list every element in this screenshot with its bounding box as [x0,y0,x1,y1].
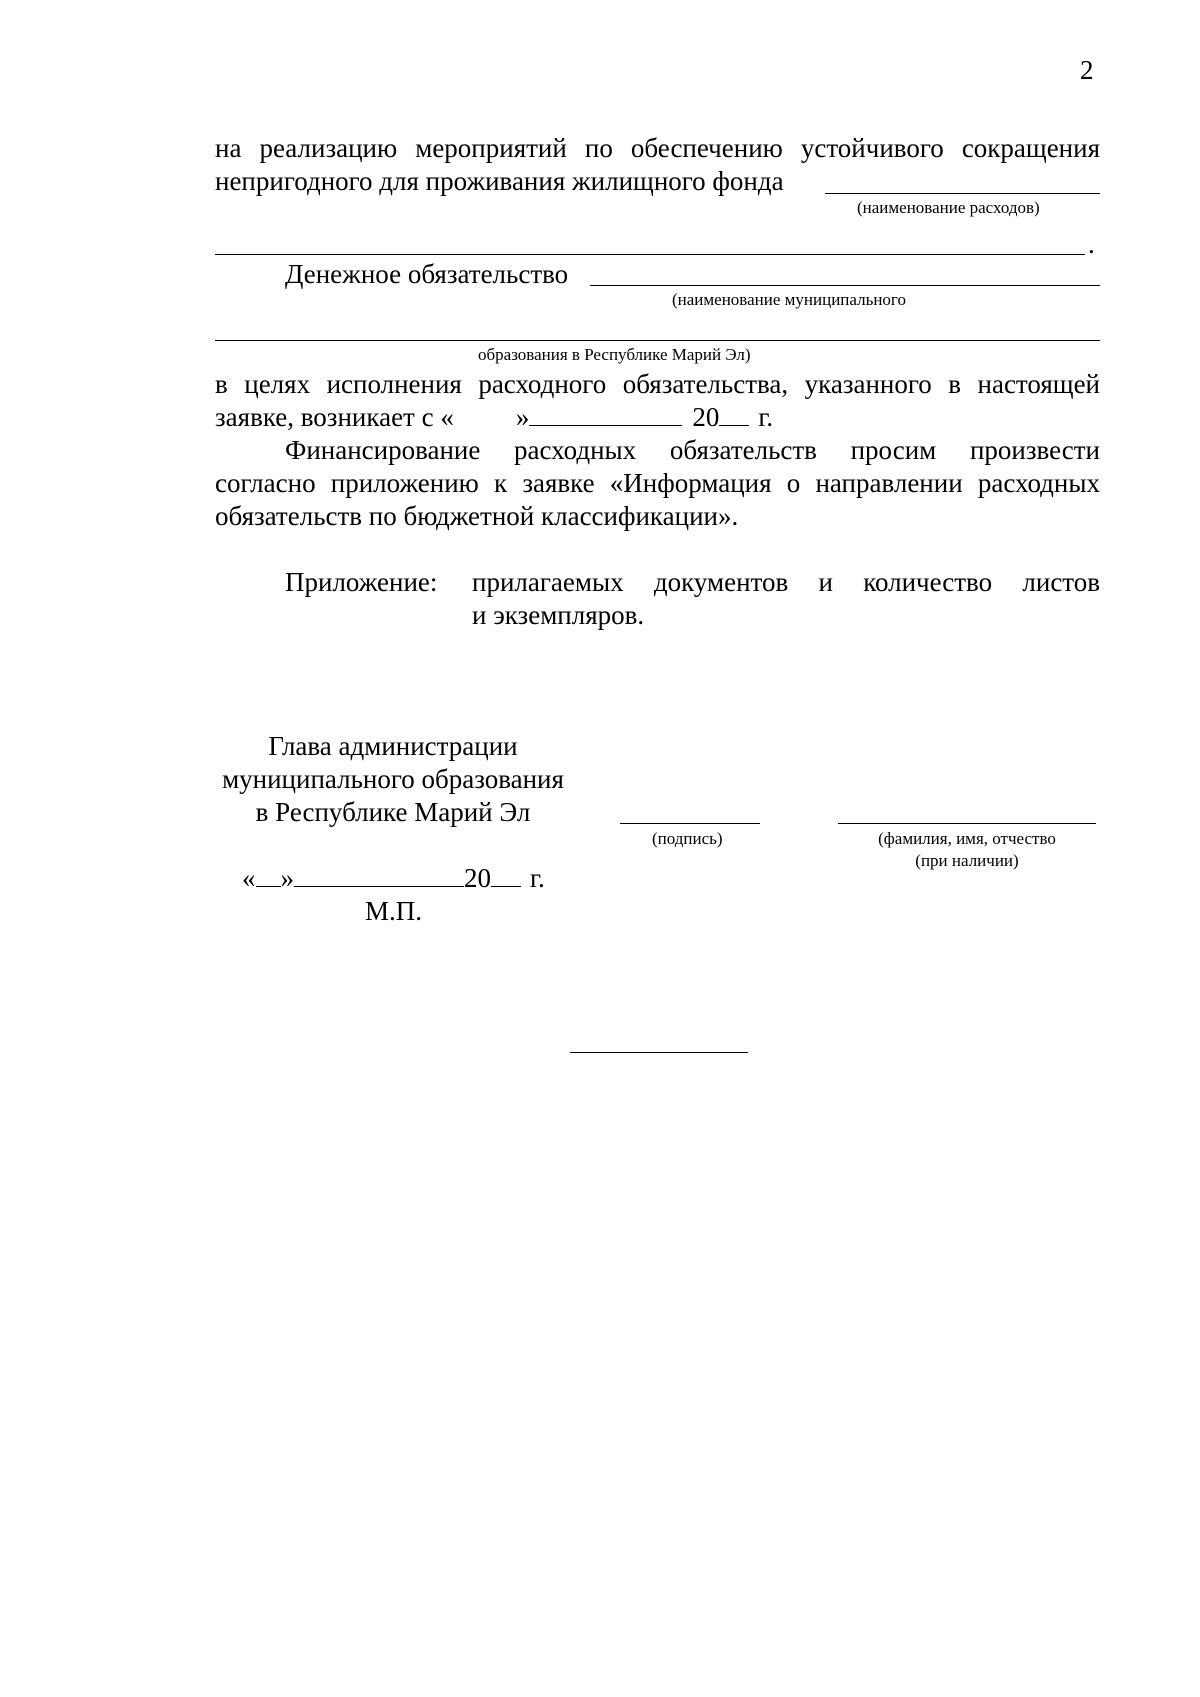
municipal-blank-line [590,285,1100,286]
expenses-blank-line [825,193,1100,194]
name-blank-line [838,823,1096,824]
stamp-placeholder: М.П. [365,896,423,926]
obligation-start-text: заявке, возникает с « [215,402,454,432]
caption-municipal-1: (наименование муниципального [672,290,906,309]
expenses-continuation-line [215,254,1085,255]
date-open-quote: « [242,863,256,893]
closing-divider [570,1052,748,1053]
date-close-quote: » [280,863,294,893]
signer-title-line-1: Глава администрации [268,731,518,761]
municipal-continuation-line [215,340,1100,341]
obligation-year-blank [719,403,749,426]
obligation-line-1: в целях исполнения расходного обязательства, указанного в настоящей [215,369,1100,399]
caption-name-1: (фамилия, имя, отчество [878,829,1056,848]
date-month-blank [294,864,464,887]
page-number: 2 [1080,55,1094,85]
intro-line-1: на реализацию мероприятий по обеспечению устойчивого сокращения [215,133,1100,163]
caption-expenses: (наименование расходов) [857,198,1040,217]
obligation-year-suffix: г. [758,402,774,432]
date-year: 20 [464,863,491,893]
caption-name-2: (при наличии) [915,851,1019,870]
caption-municipal-2: образования в Республике Марий Эл) [478,345,751,364]
signature-date [242,862,545,894]
attachment-line-2: и экземпляров. [472,600,645,630]
financing-line-2: согласно приложению к заявке «Информация о направлении расходных [215,468,1100,498]
date-year-blank [491,864,521,887]
obligation-line-2 [215,401,773,433]
intro-line-2: непригодного для проживания жилищного фонда [215,166,784,196]
intro-period: . [1088,229,1095,259]
signature-blank-line [620,823,760,824]
caption-signature: (подпись) [652,829,723,848]
signer-title-line-3: в Республике Марий Эл [255,797,531,827]
attachment-label: Приложение: [285,567,438,597]
date-year-suffix: г. [530,863,545,893]
signer-title-line-2: муниципального образования [222,764,564,794]
financing-line-1: Финансирование расходных обязательств просим произвести [285,435,1100,465]
attachment-line-1: прилагаемых документов и количество листов [472,567,1100,597]
obligation-month-blank [529,403,682,426]
date-day-blank [256,864,281,887]
obligation-close-quote: » [515,402,530,432]
obligation-year: 20 [692,402,720,432]
obligation-label: Денежное обязательство [285,259,569,289]
financing-line-3: обязательств по бюджетной классификации». [215,501,739,531]
